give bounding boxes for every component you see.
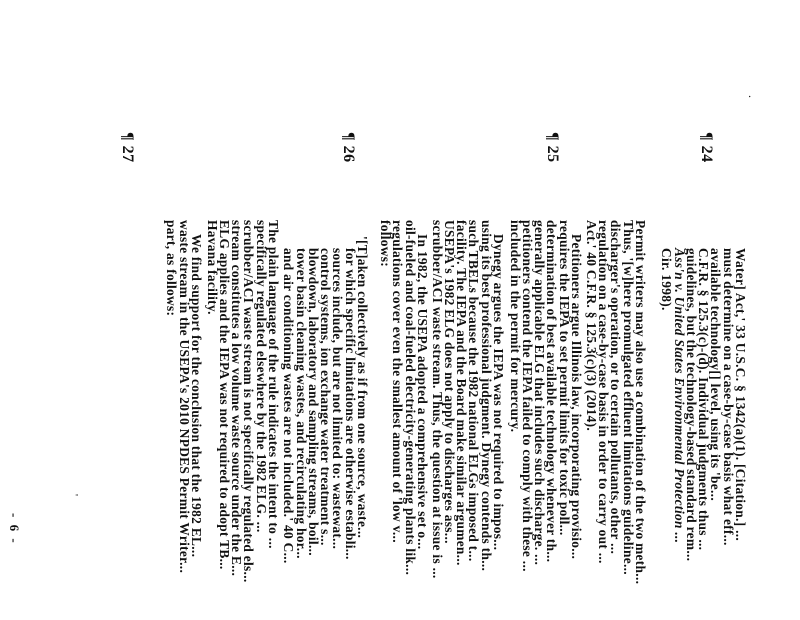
text-line: requires the IEPA to set permit limits for toxic poll... [556, 220, 572, 536]
text-line: The plain language of the rule indicates the intent to ... [266, 220, 281, 549]
text-line: We find support for the conclusion that the 1982 EL... [189, 234, 204, 558]
paragraph-mark-25: ¶ 25 [544, 132, 561, 163]
text-line: tower basin cleaning wastes, and recirculating hor... [293, 248, 309, 559]
text-line: Act.' 40 C.F.R. § 125.3(c)(3) (2014). [583, 220, 599, 432]
text-block-8 [165, 220, 202, 620]
text-line: regulations cover even the smallest amount of 'low v... [390, 220, 406, 543]
text-line: part, as follows: [164, 220, 180, 317]
paragraph-mark-27: ¶ 27 [119, 132, 136, 163]
text-line: and air conditioning wastes are not included.' 40 C... [281, 248, 297, 564]
text-line: scrubber/ACI waste stream is not specifically regulated els... [241, 220, 257, 583]
text-line: determination of best available technology whenever th... [544, 220, 560, 563]
text-block-5 [379, 220, 428, 620]
text-block-4 [430, 220, 504, 620]
text-line: sources include, but are not limited to: wastewat... [330, 248, 346, 550]
text-block-1 [660, 220, 746, 620]
text-line: specifically regulated elsewhere by the 1982 ELG. ... [253, 220, 269, 533]
text-line: Thus, '[w]here promulgated effluent limitations guideline... [620, 220, 636, 575]
text-line: stream constitutes a low volume waste source under the E... [229, 220, 245, 577]
text-line: Ass'n v. United States Environmental Protection ... [671, 248, 687, 544]
text-line: control systems, ion exchange water treatment s... [318, 248, 334, 546]
text-line: regulation on a case-by-case basis in order to carry out ... [596, 220, 612, 564]
text-line: such TBELs because the 1982 national ELGs imposed t... [466, 220, 482, 562]
text-line: Dynegy argues the IEPA was not required to impos... [491, 234, 506, 551]
text-block-2 [585, 220, 646, 620]
text-line: must determine on a case-by-case basis what eff... [720, 248, 736, 546]
text-block-7 [205, 220, 279, 620]
text-line: oil-fueled and coal-fueled electricity-generating plants lik... [402, 220, 418, 576]
text-block-6 [282, 220, 368, 620]
text-line: facility. The IEPA and the Board make similar argumen... [454, 220, 470, 566]
text-line: waste stream in the USEPA's 2010 NPDES Permit Writer... [176, 220, 192, 574]
text-line: In 1982, the USEPA adopted a comprehensive set o... [415, 234, 430, 550]
paragraph-mark-24: ¶ 24 [698, 132, 715, 163]
text-line: for which specific limitations are otherwise establi... [342, 248, 358, 560]
text-block-3 [508, 220, 582, 620]
paragraph-mark-26: ¶ 26 [340, 132, 357, 163]
text-line: generally applicable ELG that includes such discharge. ... [532, 220, 548, 566]
text-line: using its best professional judgment. Dynegy contends th... [478, 220, 494, 572]
stray-mark: . [746, 95, 760, 98]
text-line: Cir. 1998). [659, 248, 675, 311]
text-line: discharger's operation, or to certain pollutants, other ... [608, 220, 624, 555]
text-line: scrubber/ACI waste stream. Thus, the question at issue is ... [429, 220, 445, 579]
text-line: follows: [378, 220, 394, 268]
text-line: guidelines, but the technology-based standard rem... [683, 248, 699, 562]
text-line: C.F.R. § 125.3(c)-(d). Individual judgments thus ... [696, 248, 712, 551]
text-line: USEPA's 1982 ELG does not apply to discharges ass... [441, 220, 457, 544]
text-line: ELG applies and the IEPA was not required to adopt TB... [216, 220, 232, 570]
text-line: available technology[] level, using its 'be... [708, 248, 724, 501]
text-line: Havana facility. [204, 220, 220, 315]
text-line: Permit writers may also use a combination of the two meth... [633, 220, 648, 585]
text-line: '[T]aken collectively as if from one source, waste... [355, 236, 370, 539]
text-line: petitioners contend the IEPA failed to comply with these ... [519, 220, 535, 572]
text-line: blowdown, laboratory and sampling streams, boil... [305, 248, 321, 556]
text-line: Water] Act,' 33 U.S.C. § 1342(a)(1). [Citation.] ... [733, 248, 748, 542]
text-line: Petitioners argue Illinois law, incorporating provisio... [569, 234, 584, 560]
stray-mark: ' [68, 494, 80, 496]
page-number: - 6 - [7, 513, 22, 545]
text-line: included in the permit for mercury. [507, 220, 523, 433]
